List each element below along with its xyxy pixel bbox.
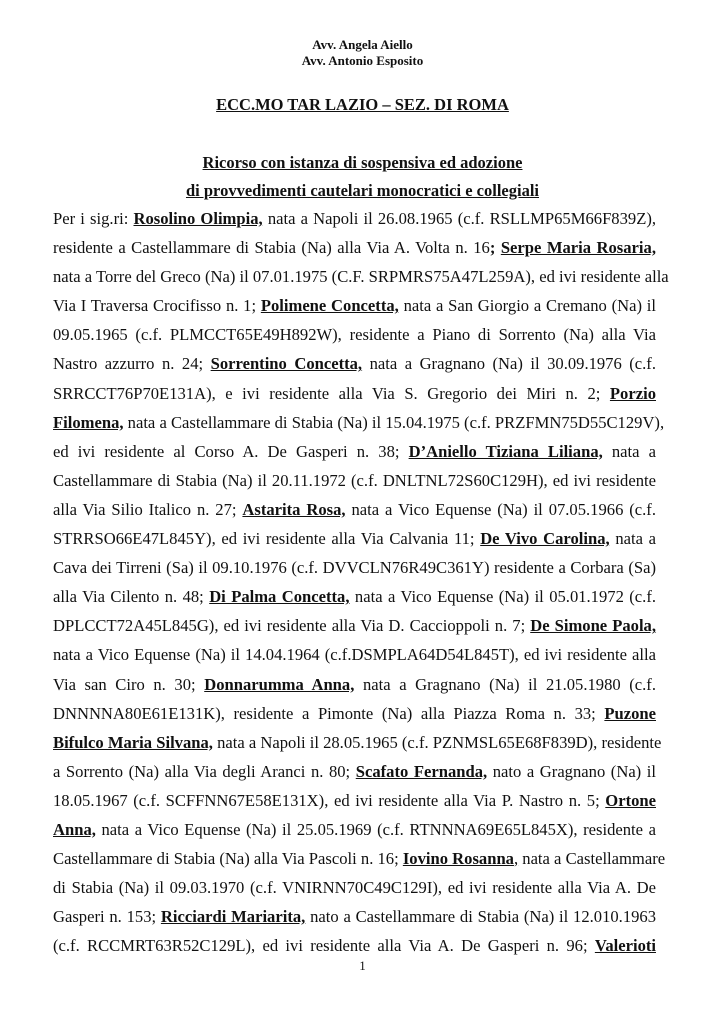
text-line	[53, 379, 656, 408]
text-run: nata a	[609, 529, 656, 549]
text-line	[53, 757, 656, 786]
subject-line-2: di provvedimenti cautelari monocratici e collegiali	[185, 181, 539, 200]
subject-line-1: Ricorso con istanza di sospensiva ed adozione	[202, 153, 523, 172]
text-line	[53, 670, 656, 699]
text-run: nato a Gragnano (Na) il	[487, 761, 657, 781]
party-name: De Simone Paola,	[530, 616, 657, 636]
text-run: Cava dei Tirreni (Sa) il 09.10.1976 (c.f. DVVCLN76R49C361Y) residente a Corbara (Sa)	[53, 558, 656, 578]
party-name: Iovino Rosanna	[402, 849, 514, 869]
party-name: Polimene Concetta,	[260, 296, 399, 316]
text-run: nata a Vico Equense (Na) il 05.01.1972 (c.f.	[349, 587, 656, 607]
party-name: Ricciardi Mariarita,	[160, 907, 306, 927]
party-name: Donnarumma Anna,	[204, 674, 355, 694]
page-number: 1	[359, 958, 366, 973]
text-line	[53, 728, 662, 757]
party-name: De Vivo Carolina,	[480, 529, 610, 549]
text-line	[53, 291, 656, 320]
text-run: nata a Vico Equense (Na) il 25.05.1969 (c.f. RTNNNA69E65L845X), residente a	[95, 819, 656, 839]
text-run: STRRSO66E47L845Y), ed ivi residente alla Via Calvania 11;	[53, 529, 481, 549]
text-run: DPLCCT72A45L845G), ed ivi residente alla Via D. Caccioppoli n. 7;	[53, 616, 531, 636]
text-run: 18.05.1967 (c.f. SCFFNN67E58E131X), ed ivi residente alla Via P. Nastro n. 5;	[53, 790, 606, 810]
text-run: DNNNNA80E61E131K), residente a Pimonte (Na) alla Piazza Roma n. 33;	[53, 703, 605, 723]
text-run: a Sorrento (Na) alla Via degli Aranci n. 80;	[53, 761, 356, 781]
party-name: Astarita Rosa,	[242, 499, 346, 519]
text-run: 09.05.1965 (c.f. PLMCCT65E49H892W), residente a Piano di Sorrento (Na) alla Via	[53, 325, 656, 345]
text-line	[53, 611, 656, 640]
text-line	[53, 320, 656, 349]
text-run: Nastro azzurro n. 24;	[53, 354, 211, 374]
text-run: (c.f. RCCMRT63R52C129L), ed ivi residente alla Via A. De Gasperi n. 96;	[53, 936, 595, 956]
text-line	[53, 931, 656, 960]
text-line	[53, 524, 656, 553]
text-run: nata a San Giorgio a Cremano (Na) il	[398, 296, 656, 316]
party-name: Scafato Fernanda,	[355, 761, 488, 781]
text-run: nato a Castellammare di Stabia (Na) il 12.010.1963	[305, 907, 657, 927]
text-run: nata a Castellammare	[518, 849, 666, 869]
text-run: nata a Vico Equense (Na) il 14.04.1964 (c.f.DSMPLA64D54L845T), ed ivi residente alla	[53, 645, 656, 665]
text-line	[53, 873, 656, 902]
text-run: nata a Napoli il 26.08.1965 (c.f. RSLLMP65M66F839Z),	[262, 209, 657, 228]
party-name: ,	[513, 849, 519, 869]
text-line	[53, 204, 656, 233]
text-line	[53, 699, 656, 728]
text-run: nata a Napoli il 28.05.1965 (c.f. PZNMSL65E68F839D), residente	[212, 732, 662, 752]
text-line	[53, 408, 665, 437]
text-run: Castellammare di Stabia (Na) il 20.11.1972 (c.f. DNLTNL72S60C129H), ed ivi residente	[53, 470, 656, 490]
text-run: nata a Castellammare di Stabia (Na) il 15.04.1975 (c.f. PRZFMN75D55C129V),	[123, 412, 665, 432]
text-line	[53, 466, 656, 495]
text-run: Per i sig.ri:	[53, 209, 134, 228]
text-run: Via I Traversa Crocifisso n. 1;	[53, 296, 261, 316]
text-run: Via san Ciro n. 30;	[53, 674, 205, 694]
party-name: Rosolino Olimpia,	[133, 209, 263, 228]
text-run: Castellammare di Stabia (Na) alla Via Pascoli n. 16;	[53, 849, 403, 869]
lawyer-name-1: Avv. Angela Aiello	[312, 37, 413, 52]
party-name: Puzone	[604, 703, 656, 723]
text-run: SRRCCT76P70E131A), e ivi residente alla Via S. Gregorio dei Miri n. 2;	[53, 383, 610, 403]
party-name: Porzio	[609, 383, 656, 403]
party-name: Serpe Maria Rosaria,	[500, 238, 656, 258]
text-run: nata a Vico Equense (Na) il 07.05.1966 (c.f.	[345, 499, 656, 519]
text-run: alla Via Silio Italico n. 27;	[53, 499, 243, 519]
text-line	[53, 262, 669, 291]
party-name: Sorrentino Concetta,	[210, 354, 363, 374]
party-name: Anna,	[53, 819, 96, 839]
text-line	[53, 349, 656, 378]
court-heading: ECC.MO TAR LAZIO – SEZ. DI ROMA	[216, 95, 509, 114]
text-run: di Stabia (Na) il 09.03.1970 (c.f. VNIRNN70C49C129I), ed ivi residente alla Via A. De	[53, 878, 656, 898]
text-line	[53, 553, 656, 582]
party-name: Di Palma Concetta,	[209, 587, 350, 607]
text-run: nata a Gragnano (Na) il 30.09.1976 (c.f.	[362, 354, 656, 374]
text-line	[53, 233, 656, 262]
text-run: residente a Castellammare di Stabia (Na) alla Via A. Volta n. 16	[53, 238, 490, 258]
party-name: ;	[489, 238, 496, 258]
text-run: nata a	[602, 441, 656, 461]
lawyer-name-2: Avv. Antonio Esposito	[301, 53, 424, 68]
text-run: nata a Torre del Greco (Na) il 07.01.1975 (C.F. SRPMRS75A47L259A), ed ivi residente alla	[53, 267, 669, 287]
text-line	[53, 815, 656, 844]
text-run: ed ivi residente al Corso A. De Gasperi n. 38;	[53, 441, 409, 461]
text-line	[53, 902, 656, 931]
text-line	[53, 495, 656, 524]
body-paragraph	[53, 204, 669, 960]
text-run: alla Via Cilento n. 48;	[53, 587, 210, 607]
party-name: Filomena,	[53, 412, 124, 432]
text-line	[53, 786, 656, 815]
text-line	[53, 437, 656, 466]
party-name: Ortone	[605, 790, 656, 810]
text-line	[53, 844, 666, 873]
text-line	[53, 582, 656, 611]
party-name: D’Aniello Tiziana Liliana,	[408, 441, 603, 461]
text-run: nata a Gragnano (Na) il 21.05.1980 (c.f.	[354, 674, 656, 694]
text-line	[53, 640, 656, 669]
party-name: Bifulco Maria Silvana,	[53, 732, 213, 752]
text-run: Gasperi n. 153;	[53, 907, 161, 927]
party-name: Valerioti	[594, 936, 656, 956]
